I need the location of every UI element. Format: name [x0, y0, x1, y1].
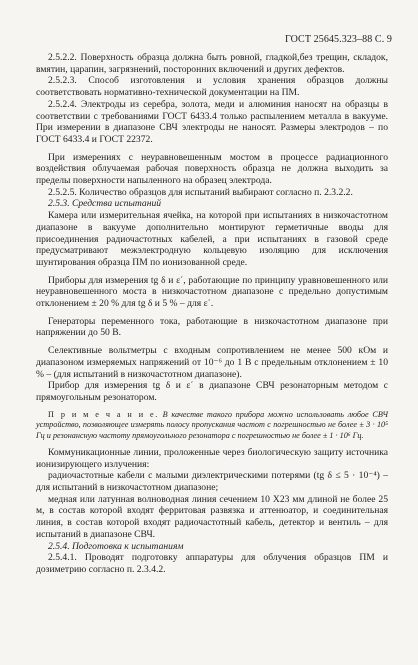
paragraph-rf-cables: радиочастотные кабели с малыми диэлектрическими потерями (tg δ ≤ 5 · 10⁻⁴) – для испытаний в низкочастотном диапазоне; [36, 470, 388, 494]
paragraph-2-5-2-2: 2.5.2.2. Поверхность образца должна быть ровной, гладкой,без трещин, складок, вмятин, царапин, загрязнений, посторонних включений и других дефектов. [36, 52, 388, 75]
note-text: В качестве такого прибора можно использовать любое СВЧ устройство, позволяющее измерять полосу пропускания частот с погрешностью не более ± 3 · 10⁵ Гц и резонансную частоту прямоугольного резонатора с погрешностью не более ± 1 · 10⁶ Гц. [36, 409, 388, 440]
paragraph-2-5-2-4: 2.5.2.4. Электроды из серебра, золота, меди и алюминия наносят на образцы в соответствии с требованиями ГОСТ 6433.4 только распылением металла в вакууме. При измерении в диапазоне СВЧ электроды не наносят. Размеры электродов – по ГОСТ 6433.4 и ГОСТ 22372. [36, 98, 388, 145]
paragraph-measuring-devices: Приборы для измерения tg δ и ε΄, работающие по принципу уравновешенного или неуравновешенного моста в низкочастотном диапазоне с предельно допустимым отклонением ± 20 % для tg δ и 5 % – для ε΄. [36, 274, 388, 310]
note-block [36, 410, 388, 441]
document-body [36, 52, 388, 576]
paragraph-generators: Генераторы переменного тока, работающие в низкочастотном диапазоне при напряжении до 50 В. [36, 315, 388, 339]
paragraph-voltmeters: Селективные вольтметры с входным сопротивлением не менее 500 кОм и диапазоном измеряемых напряжений от 10⁻⁶ до 1 В с предельным отклонением ± 10 % – (для испытаний в низкочастотном диапазоне). [36, 345, 388, 380]
paragraph-waveguide-line: медная или латунная волноводная линия сечением 10 Х23 мм длиной не более 25 м, в состав которой входят ферритовая развязка и аттенюатор, и соединительная линия, в состав которой входят радиочастотный кабель, детектор и вентиль – для испытаний в диапазоне СВЧ. [36, 493, 388, 540]
paragraph-2-5-2-5: 2.5.2.5. Количество образцов для испытаний выбирают согласно п. 2.3.2.2. [48, 186, 353, 198]
paragraph-2-5-2-3: 2.5.2.3. Способ изготовления и условия хранения образцов должны соответствовать нормативно-технической документации на ПМ. [36, 75, 388, 99]
section-heading-test-equipment: 2.5.3. Средства испытаний [48, 198, 162, 210]
paragraph-microwave-device: Прибор для измерения tg δ и ε΄ в диапазоне СВЧ резонаторным методом с прямоугольным резонатором. [36, 380, 388, 403]
note-label: П р и м е ч а н и е. [48, 409, 159, 419]
page-header: ГОСТ 25645.323–88 С. 9 [284, 34, 392, 45]
section-heading-test-preparation: 2.5.4. Подготовка к испытаниям [48, 540, 184, 552]
paragraph-communication-lines: Коммуникационные линии, проложенные через биологическую защиту источника ионизирующего излучения: [36, 446, 388, 470]
paragraph-chamber: Камера или измерительная ячейка, на которой при испытаниях в низкочастотном диапазоне в вакууме дополнительно монтируют герметичные вводы для присоединения радиочастотных кабелей, а при испытаниях в газовой среде предусматривают межэлектродную кольцевую изоляцию для исключения шунтирования образца ПМ по ионизованной среде. [36, 210, 388, 268]
paragraph-2-5-4-1: 2.5.4.1. Проводят подготовку аппаратуры для облучения образцов ПМ и дозиметрию согласно п. 2.3.4.2. [36, 552, 388, 575]
paragraph-unbalanced-bridge: При измерениях с неуравновешенным мостом в процессе радиационного воздействия облучаемая рабочая поверхность образца не должна выходить за пределы поверхности напыленного на образец электрода. [36, 151, 388, 187]
